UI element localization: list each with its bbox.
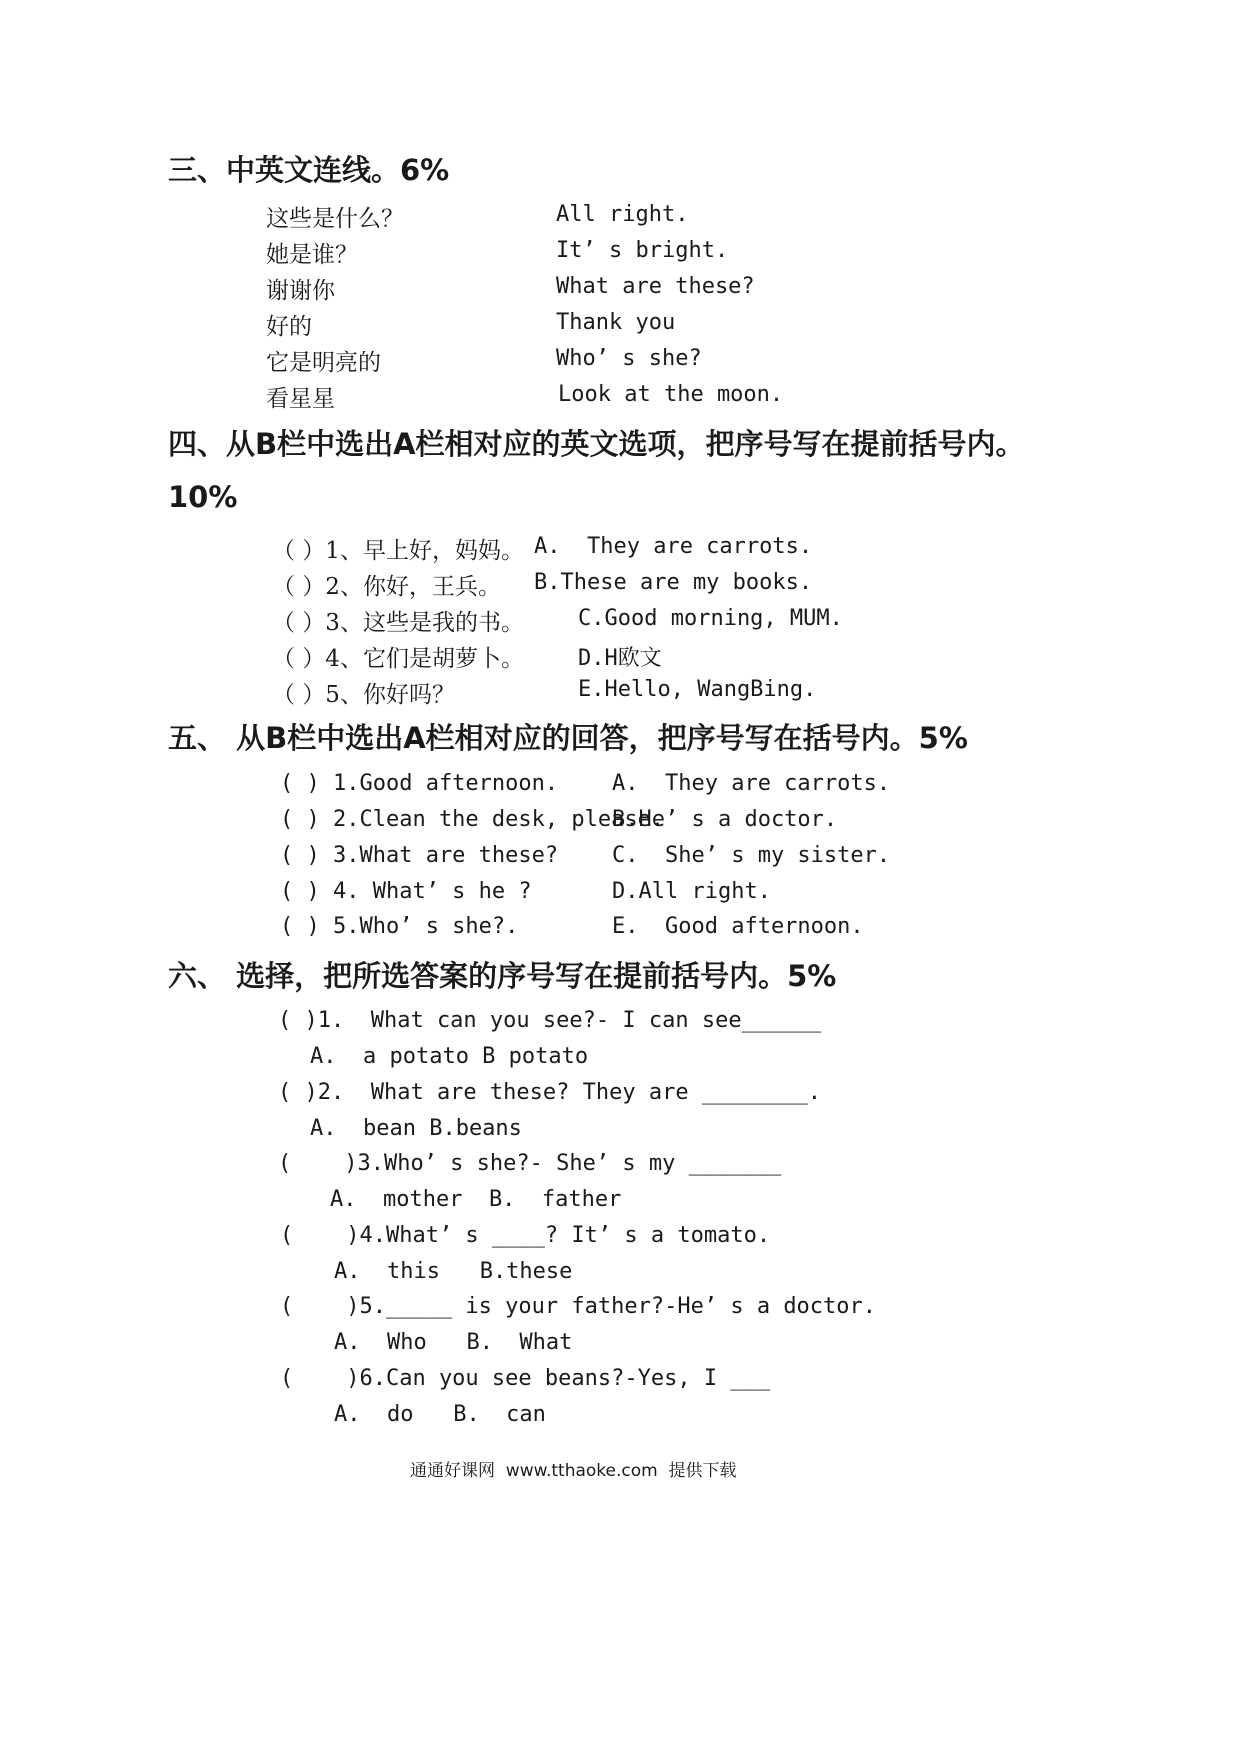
section-4-title: 四、从B栏中选出A栏相对应的英文选项，把序号写在提前括号内。 [168,427,1025,461]
question: （ ）4、它们是胡萝卜。 [272,646,524,672]
answer-option: E.Hello, WangBing. [578,677,817,702]
question: ( )6.Can you see beans?-Yes, I ___ [280,1366,771,1391]
question: ( ) 5.Who’ s she?. [280,914,519,939]
en-item: What are these? [556,274,755,299]
answer-option: A. They are carrots. [612,771,891,796]
question: ( )1. What can you see?- I can see______ [278,1008,822,1033]
answer-option: D.All right. [612,879,771,904]
question: （ ）2、你好，王兵。 [272,574,501,600]
answer-option: D.H欧文 [578,646,662,671]
answer-option: B.These are my books. [534,570,813,595]
choice-options: A. a potato B potato [310,1044,589,1069]
answer-option: C.Good morning, MUM. [578,606,843,631]
cn-item: 好的 [266,314,312,340]
section-6-title: 六、 选择，把所选答案的序号写在提前括号内。5% [168,959,837,993]
question: ( )2. What are these? They are ________. [278,1080,822,1105]
cn-item: 谢谢你 [266,278,335,304]
footer-source: 通通好课网 www.tthaoke.com 提供下载 [410,1461,737,1481]
answer-option: A. They are carrots. [534,534,813,559]
question: ( )4.What’ s ____? It’ s a tomato. [280,1223,771,1248]
section-4-score: 10% [168,480,238,514]
section-3-title: 三、中英文连线。6% [168,153,450,187]
question: ( ) 2.Clean the desk, please. [280,807,665,832]
section-5-title: 五、 从B栏中选出A栏相对应的回答，把序号写在括号内。5% [168,721,968,755]
question: ( )3.Who’ s she?- She’ s my _______ [278,1151,782,1176]
answer-option: C. She’ s my sister. [612,843,891,868]
question: ( ) 3.What are these? [280,843,559,868]
question: ( )5._____ is your father?-He’ s a doctor. [280,1294,877,1319]
en-item: All right. [556,202,689,227]
answer-option: E. Good afternoon. [612,914,864,939]
choice-options: A. Who B. What [334,1330,573,1355]
choice-options: A. mother B. father [330,1187,622,1212]
answer-option: B.He’ s a doctor. [612,807,838,832]
choice-options: A. bean B.beans [310,1116,522,1141]
choice-options: A. do B. can [334,1402,546,1427]
cn-item: 看星星 [266,386,335,412]
en-item: It’ s bright. [556,238,729,263]
cn-item: 这些是什么？ [266,206,404,232]
question: （ ）3、这些是我的书。 [272,610,524,636]
choice-options: A. this B.these [334,1259,573,1284]
question: ( ) 1.Good afternoon. [280,771,559,796]
question: ( ) 4. What’ s he ? [280,879,532,904]
question: （ ）1、早上好，妈妈。 [272,538,524,564]
en-item: Thank you [556,310,676,335]
en-item: Look at the moon. [558,382,784,407]
cn-item: 她是谁？ [266,242,358,268]
en-item: Who’ s she? [556,346,702,371]
cn-item: 它是明亮的 [266,350,381,376]
question: （ ）5、你好吗？ [272,682,455,708]
